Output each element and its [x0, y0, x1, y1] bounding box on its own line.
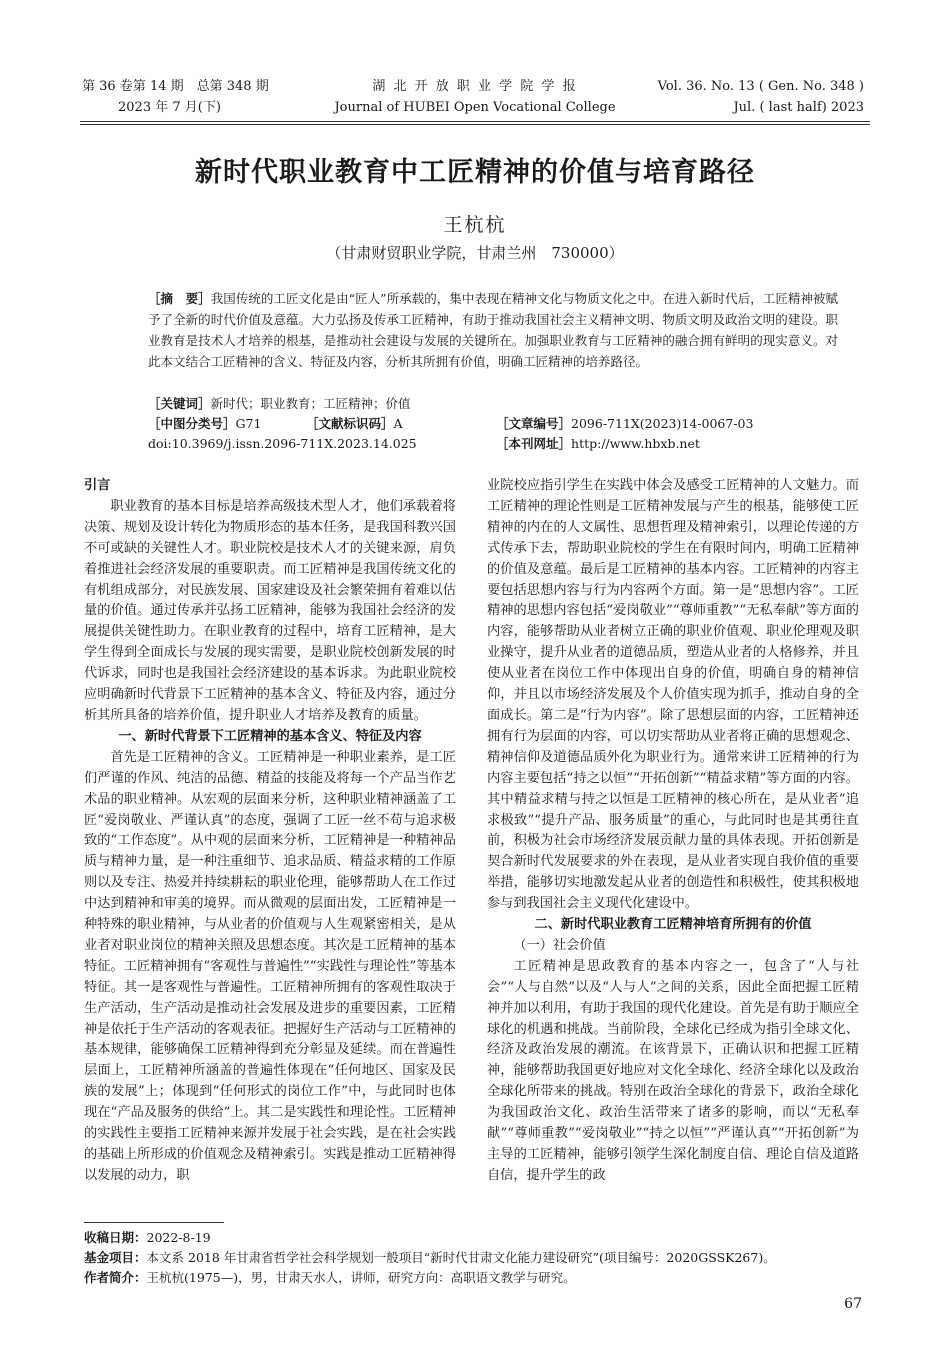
abstract — [148, 288, 838, 372]
footnote-author — [84, 1268, 576, 1288]
header-rule-bottom — [80, 124, 870, 125]
section-2-paragraph: 工匠精神是思政教育的基本内容之一，包含了“人与社会”“人与自然”以及“人与人”之间的关系，因此全面把握工匠精神并加以利用，有助于我国的现代化建设。首先是有助于顺应全球化的机遇和挑战。当前阶段，全球化已经成为指引全球文化、经济及政治发展的潮流。在该背景下，正确认识和把握工匠精神，能够帮助我国更好地应对文化全球化、经济全球化以及政治全球化所带来的挑战。特别在政治全球化的背景下，政治全球化为我国政治文化、政治生活带来了诸多的影响，而以“无私奉献”“尊师重教”“爱岗敬业”“持之以恒”“严谨认真”“开拓创新”为主导的工匠精神，能够引领学生深化制度自信、理论自信及道路自信，提升学生的政 — [487, 958, 859, 1183]
website-label: ［本刊网址］ — [496, 436, 572, 451]
volume-en: Vol. 36. No. 13 ( Gen. No. 348 ) — [657, 79, 864, 94]
received-label: 收稿日期： — [84, 1230, 147, 1245]
fund-label: 基金项目： — [84, 1250, 147, 1265]
journal-name-en: Journal of HUBEI Open Vocational College — [334, 100, 616, 115]
keywords — [148, 394, 411, 414]
section-1-paragraph: 首先是工匠精神的含义。工匠精神是一种职业素养，是工匠们严谨的作风、纯洁的品德、精益的技能及将每一个产品当作艺术品的职业精神。从宏观的层面来分析，这种职业精神涵盖了工匠“爱岗敬业、严谨认真”的态度，强调了工匠一丝不苟与追求极致的“工作态度”。从中观的层面来分析，工匠精神是一种精神品质与精神力量，是一种注重细节、追求品质、精益求精的工作原则以及专注、热爱并持续耕耘的职业伦理，能够帮助人在工作过中达到精神和审美的境界。而从微观的层面出发，工匠精神是一种特殊的职业精神，与从业者的价值观与人生观紧密相关，是从业者对职业岗位的精神关照及思想态度。其次是工匠精神的基本特征。工匠精神拥有“客观性与普遍性”“实践性与理论性”等基本特征。其一是客观性与普遍性。工匠精神所拥有的客观性取决于生产活动，生产活动是推动社会发展及进步的重要因素，工匠精神是依托于生产活动的客观表征。把握好生产活动与工匠精神的基本规律，能够确保工匠精神得到充分彰显及延续。而在普遍性层面上，工匠精神所涵盖的普遍性体现在“任何地区、国家及民族的发展”上；体现到“任何形式的岗位工作”中，与此同时也体现在“产品及服务的供给”上。其二是实践性和理论性。工匠精神的实践性主要指工匠精神来源并发展于社会实践，是在社会实践的基础上所形成的价值观念及精神索引。实践是推动工匠精神得以发展的动力，职 — [84, 749, 456, 1183]
author-info-label: 作者简介： — [84, 1270, 147, 1285]
article-number-value: 2096-711X(2023)14-0067-03 — [571, 416, 754, 431]
section-1-heading: 一、新时代背景下工匠精神的基本含义、特征及内容 — [118, 728, 422, 744]
date-cn: 2023 年 7 月(下) — [118, 100, 221, 115]
clc-code — [148, 414, 261, 434]
journal-name-cn: 湖 北 开 放 职 业 学 院 学 报 — [372, 79, 578, 94]
article-title: 新时代职业教育中工匠精神的价值与培育路径 — [195, 157, 755, 188]
body-column-right — [487, 476, 859, 1187]
website-url[interactable]: http://www.hbxb.net — [571, 436, 700, 451]
journal-website — [496, 434, 700, 454]
intro-heading: 引言 — [84, 478, 111, 493]
footnote-rule — [84, 1222, 224, 1223]
footnote-received — [84, 1228, 211, 1248]
section-2-heading: 二、新时代职业教育工匠精神培育所拥有的价值 — [534, 917, 812, 933]
body-column-left — [84, 476, 456, 1187]
keywords-text: 新时代；职业教育；工匠精神；价值 — [210, 396, 411, 411]
page-number: 67 — [844, 1296, 862, 1312]
doc-code — [306, 414, 403, 434]
author-name: 王杭杭 — [443, 214, 507, 236]
received-date: 2022-8-19 — [146, 1230, 211, 1245]
author-info-text: 王杭杭(1975—)，男，甘肃天水人，讲师，研究方向：高职语文教学与研究。 — [146, 1270, 576, 1285]
section-2-subheading: （一）社会价值 — [513, 937, 606, 953]
section-1-continued: 业院校应指引学生在实践中体会及感受工匠精神的人文魅力。而工匠精神的理论性则是工匠精神发展与产生的根基，能够使工匠精神的内在的人文属性、思想哲理及精神索引，以理论传递的方式传承下去，帮助职业院校的学生在有限时间内，明确工匠精神的价值及意蕴。最后是工匠精神的基本内容。工匠精神的内容主要包括思想内容与行为内容两个方面。第一是“思想内容”。工匠精神的思想内容包括“爱岗敬业”“尊师重教”“无私奉献”等方面的内容，能够帮助从业者树立正确的职业价值观、职业伦理观及职业操守，提升从业者的道德品质，塑造从业者的人格修养，并且使从业者在岗位工作中体现出自身的价值，明确自身的精神信仰，并且以市场经济发展及个人价值实现为抓手，推动自身的全面成长。第二是“行为内容”。除了思想层面的内容，工匠精神还拥有行为层面的内容，可以切实帮助从业者将正确的思想观念、精神信仰及道德品质外化为职业行为。通常来讲工匠精神的行为内容主要包括“持之以恒”“开拓创新”“精益求精”等方面的内容。其中精益求精与持之以恒是工匠精神的核心所在，是从业者“追求极致”“提升产品、服务质量”的重心，与此同时也是其勇往直前，积极为社会市场经济发展贡献力量的具体表现。开拓创新是契合新时代发展要求的外在表现，是从业者实现自我价值的重要举措，能够切实地激发起从业者的创造性和积极性，使其积极地参与到我国社会主义现代化建设中。 — [487, 478, 859, 912]
clc-value: G71 — [235, 416, 262, 431]
header-rule-top — [80, 121, 870, 122]
abstract-text: 我国传统的工匠文化是由“匠人”所承载的，集中表现在精神文化与物质文化之中。在进入新时代后，工匠精神被赋予了全新的时代价值及意蕴。大力弘扬及传承工匠精神，有助于推动我国社会主义精神文明、物质文明及政治文明的建设。职业教育是技术人才培养的根基，是推动社会建设与发展的关键所在。加强职业教育与工匠精神的融合拥有鲜明的现实意义。对此本文结合工匠精神的含义、特征及内容，分析其所拥有价值，明确工匠精神的培养路径。 — [148, 291, 838, 369]
article-number — [496, 414, 753, 434]
fund-text: 本文系 2018 年甘肃省哲学社会科学规划一般项目“新时代甘肃文化能力建设研究”(项目编号：2020GSSK267)。 — [146, 1250, 776, 1265]
article-number-label: ［文章编号］ — [496, 416, 572, 431]
header-right — [658, 76, 864, 118]
keywords-label: ［关键词］ — [148, 396, 211, 411]
doc-label: ［文献标识码］ — [306, 416, 394, 431]
volume-cn: 第 36 卷第 14 期 总第 348 期 — [82, 79, 269, 94]
intro-paragraph: 职业教育的基本目标是培养高级技术型人才，他们承载着将决策、规划及设计转化为物质形态的基本任务，是我国科教兴国不可或缺的关键性人才。职业院校是技术人才的关键来源，肩负着推进社会经济发展的重要职责。而工匠精神是我国传统文化的有机组成部分，对民族发展、国家建设及社会繁荣拥有着难以估量的价值。通过传承并弘扬工匠精神，能够为我国社会经济的发展提供关键性助力。在职业教育的过程中，培育工匠精神，是大学生得到全面成长与发展的现实需要，是职业院校创新发展的时代诉求，同时也是我国社会经济建设的基本诉求。为此职业院校应明确新时代背景下工匠精神的基本含义、特征及内容，通过分析其所具备的培养价值，提升职业人才培养及教育的质量。 — [84, 498, 456, 723]
doc-value: A — [393, 416, 403, 431]
date-en: Jul. ( last half) 2023 — [733, 100, 864, 115]
clc-label: ［中图分类号］ — [148, 416, 236, 431]
doi: doi:10.3969/j.issn.2096-711X.2023.14.025 — [148, 436, 417, 451]
footnote-fund — [84, 1248, 776, 1268]
abstract-label: ［摘 要］ — [148, 291, 211, 306]
author-affiliation: （甘肃财贸职业学院，甘肃兰州 730000） — [326, 244, 624, 262]
